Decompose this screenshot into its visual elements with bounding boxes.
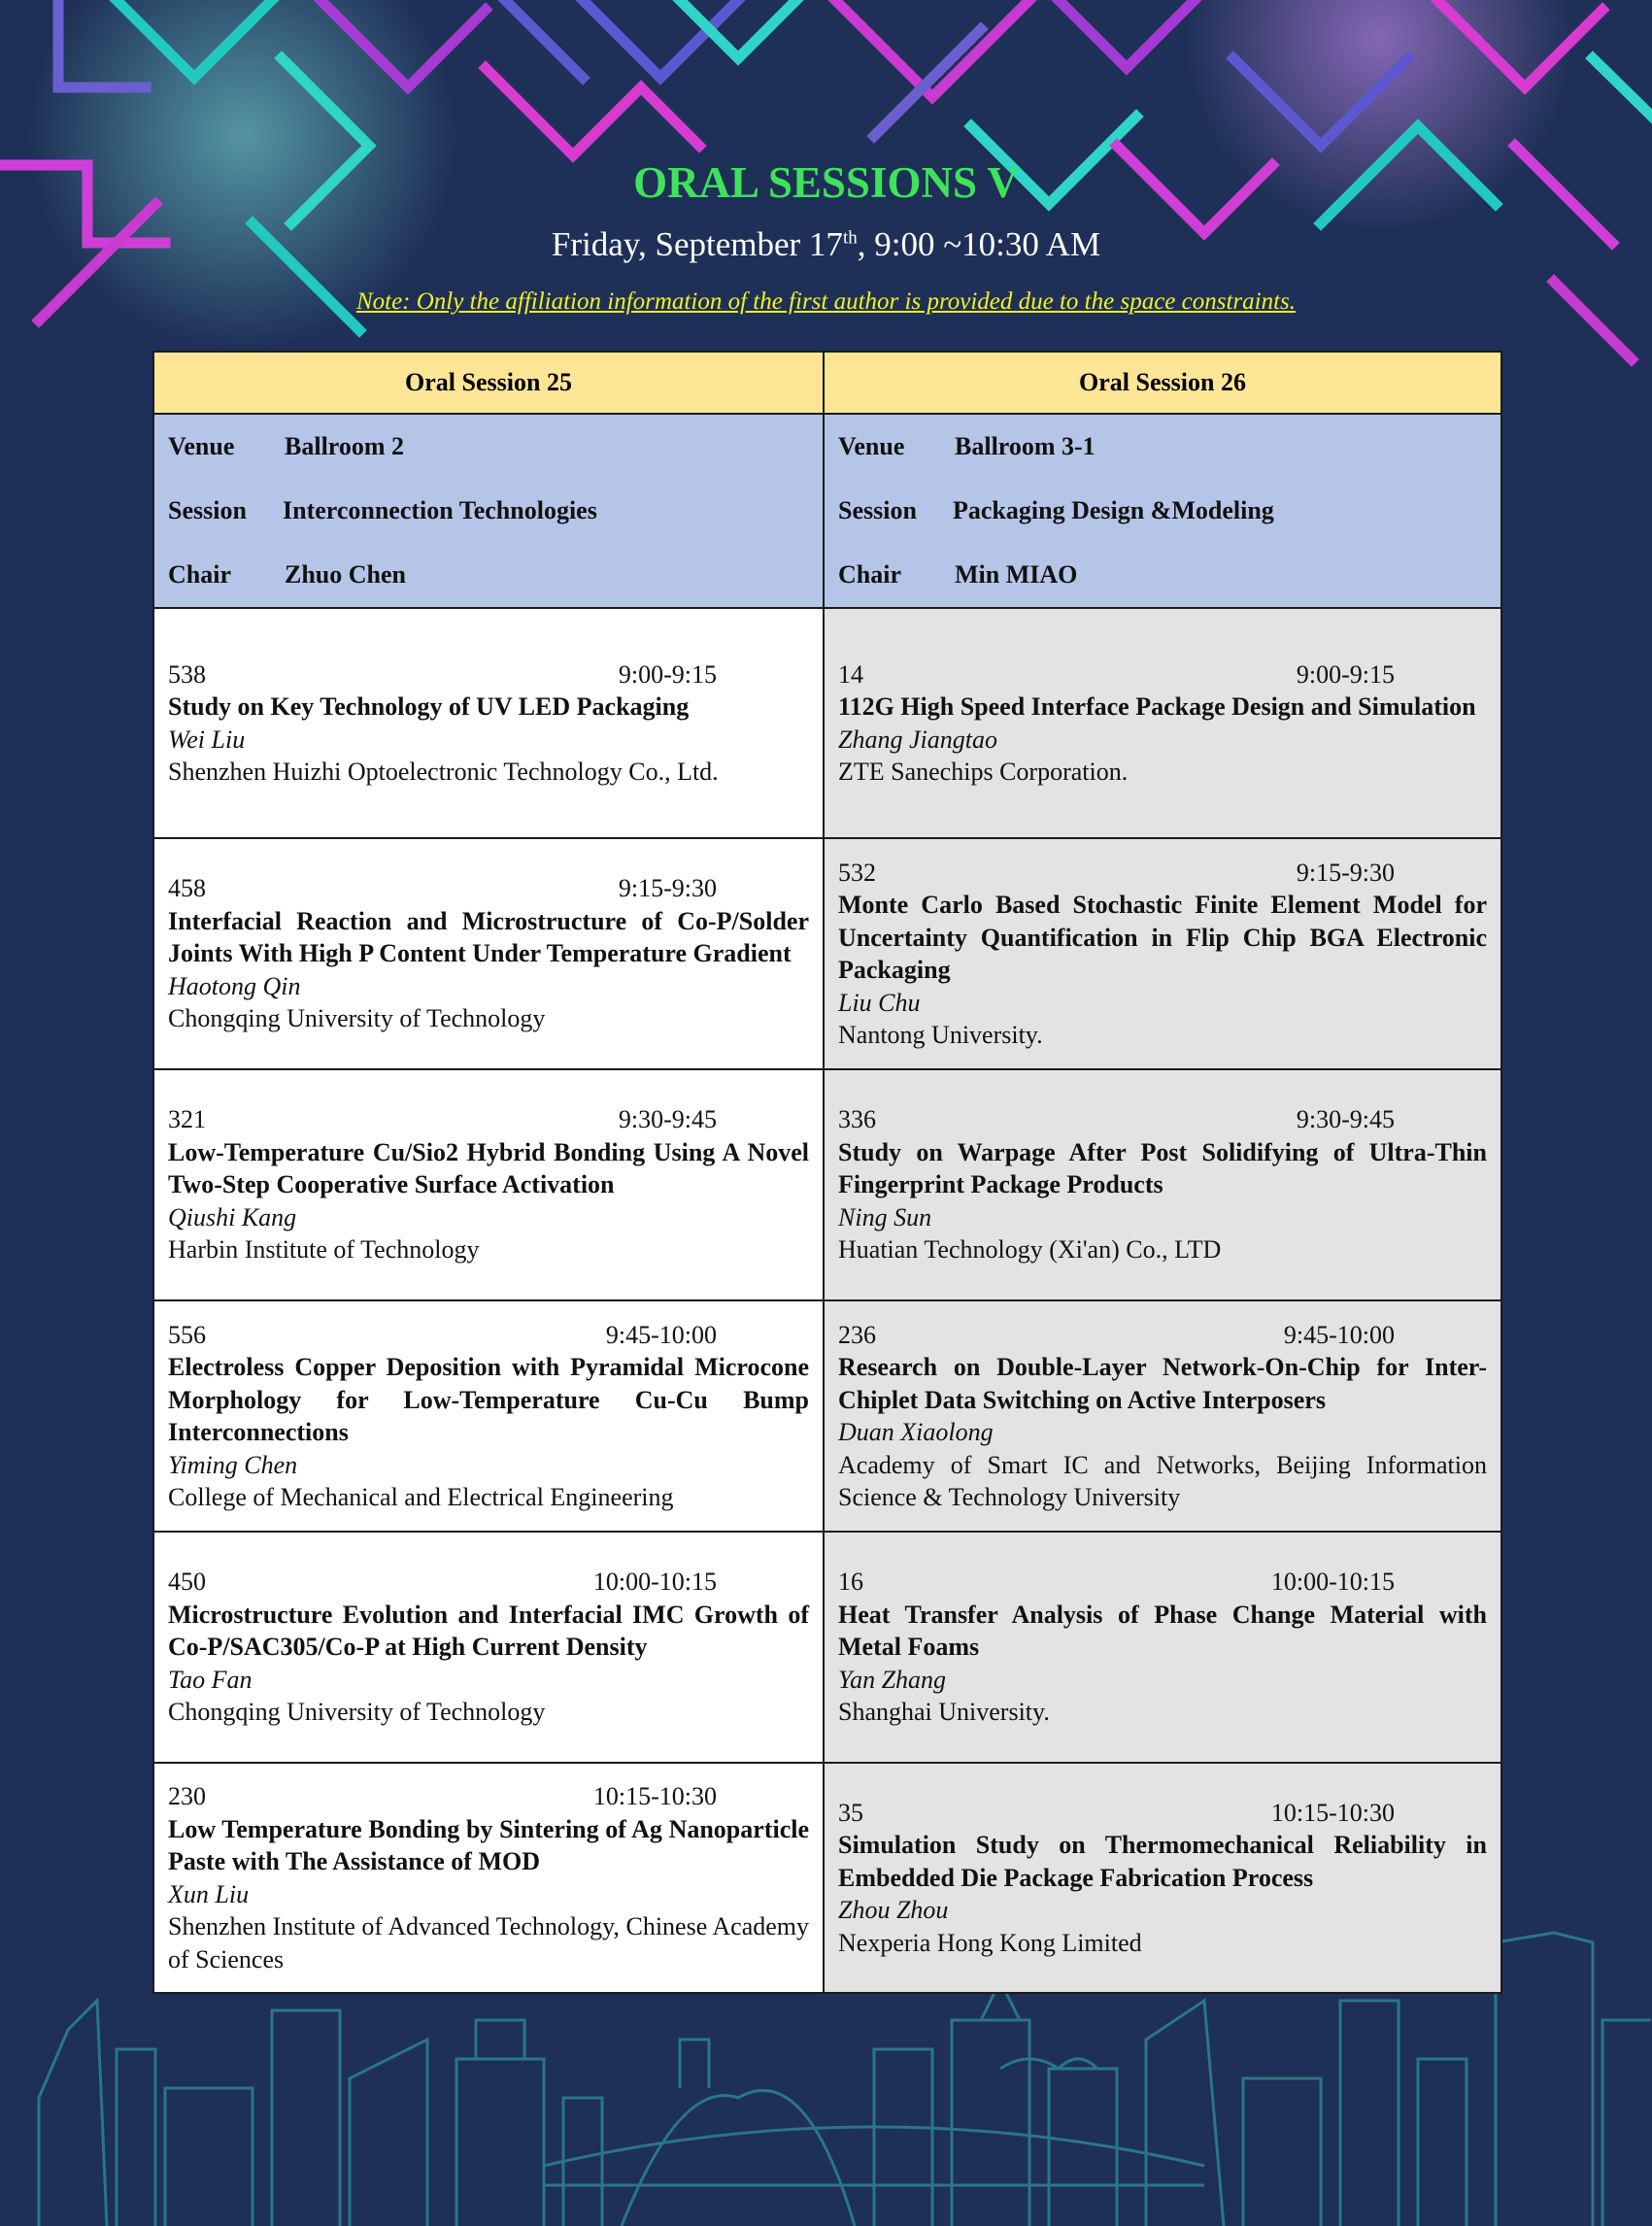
- paper-id: 532: [838, 858, 876, 887]
- session-date: [0, 225, 1652, 264]
- paper-meta: [838, 857, 1487, 890]
- paper-meta: [168, 872, 809, 905]
- paper-title: Research on Double-Layer Network-On-Chip for Inter-Chiplet Data Switching on Active Interposers: [838, 1353, 1487, 1414]
- session-topic: Interconnection Technologies: [283, 496, 597, 524]
- paper-id: 336: [838, 1105, 876, 1134]
- chair-value: Zhuo Chen: [285, 560, 406, 589]
- paper-affiliation: Chongqing University of Technology: [168, 1004, 546, 1033]
- paper-time: 10:00-10:15: [592, 1568, 717, 1597]
- paper-meta: [838, 1797, 1487, 1830]
- paper-title: Study on Warpage After Post Solidifying of Ultra-Thin Fingerprint Package Products: [838, 1137, 1487, 1199]
- paper-id: 230: [168, 1782, 206, 1810]
- paper-id: 450: [168, 1568, 206, 1597]
- paper-id: 556: [168, 1320, 206, 1349]
- paper-author: Wei Liu: [168, 725, 246, 754]
- paper-author: Haotong Qin: [168, 971, 301, 1000]
- venue-label: Venue: [838, 432, 905, 460]
- date-prefix: Friday, September 17: [551, 225, 843, 263]
- venue-value: Ballroom 3-1: [955, 432, 1096, 460]
- paper-meta: [838, 658, 1487, 691]
- paper-time: 10:00-10:15: [1270, 1568, 1395, 1597]
- paper-id: 16: [838, 1568, 863, 1597]
- paper-title: Low Temperature Bonding by Sintering of Ag Nanoparticle Paste with The Assistance of MOD: [168, 1814, 809, 1875]
- paper-meta: [168, 1566, 809, 1599]
- paper-meta: [838, 1319, 1487, 1352]
- table-row: [153, 1069, 1501, 1300]
- paper-meta: [168, 658, 809, 691]
- chair-label: Chair: [168, 560, 231, 589]
- table-row: [153, 1532, 1501, 1763]
- table-row: [153, 1300, 1501, 1532]
- paper-affiliation: Huatian Technology (Xi'an) Co., LTD: [838, 1235, 1222, 1265]
- paper-time: 9:45-10:00: [1283, 1320, 1395, 1349]
- paper-meta: [838, 1566, 1487, 1599]
- paper-cell: [824, 1300, 1501, 1532]
- paper-id: 321: [168, 1105, 206, 1134]
- paper-cell: [153, 1069, 824, 1300]
- venue-label: Venue: [168, 432, 235, 460]
- session-26-info: [824, 414, 1501, 608]
- paper-cell: [153, 608, 824, 838]
- paper-affiliation: Chongqing University of Technology: [168, 1698, 546, 1727]
- paper-id: 236: [838, 1320, 876, 1349]
- paper-cell: [824, 838, 1501, 1069]
- paper-title: Interfacial Reaction and Microstructure of Co-P/Solder Joints With High P Content Under Temperature Gradient: [168, 906, 809, 968]
- paper-time: 9:30-9:45: [1296, 1105, 1395, 1134]
- paper-time: 9:00-9:15: [618, 659, 717, 689]
- paper-cell: [824, 1763, 1501, 1993]
- paper-title: Heat Transfer Analysis of Phase Change Material with Metal Foams: [838, 1600, 1487, 1662]
- paper-author: Yiming Chen: [168, 1450, 298, 1479]
- paper-cell: [153, 838, 824, 1069]
- paper-cell: [153, 1763, 824, 1993]
- paper-id: 14: [838, 659, 863, 689]
- session-topic: Packaging Design &Modeling: [953, 496, 1274, 524]
- session-label: Session: [168, 496, 247, 524]
- paper-author: Zhou Zhou: [838, 1896, 949, 1925]
- paper-time: 9:00-9:15: [1296, 659, 1395, 689]
- paper-cell: [824, 1532, 1501, 1763]
- session-label: Session: [838, 496, 917, 524]
- paper-title: 112G High Speed Interface Package Design and Simulation: [838, 692, 1476, 721]
- paper-affiliation: Nantong University.: [838, 1021, 1043, 1049]
- chair-value: Min MIAO: [955, 560, 1078, 589]
- paper-title: Simulation Study on Thermomechanical Reliability in Embedded Die Package Fabrication Process: [838, 1831, 1487, 1892]
- paper-affiliation: Shanghai University.: [838, 1698, 1050, 1727]
- session-25-header: Oral Session 25: [153, 352, 824, 414]
- chair-label: Chair: [838, 560, 901, 589]
- date-sup: th: [842, 227, 858, 249]
- paper-title: Low-Temperature Cu/Sio2 Hybrid Bonding Using A Novel Two-Step Cooperative Surface Activation: [168, 1137, 809, 1199]
- paper-affiliation: Nexperia Hong Kong Limited: [838, 1928, 1142, 1957]
- paper-title: Monte Carlo Based Stochastic Finite Element Model for Uncertainty Quantification in Flip Chip BGA Electronic Packaging: [838, 891, 1487, 984]
- paper-affiliation: Harbin Institute of Technology: [168, 1235, 480, 1265]
- session-info-row: [153, 414, 1501, 608]
- paper-cell: [153, 1532, 824, 1763]
- paper-time: 9:15-9:30: [618, 874, 717, 903]
- paper-author: Liu Chu: [838, 988, 921, 1017]
- paper-time: 9:15-9:30: [1296, 858, 1395, 887]
- venue-value: Ballroom 2: [285, 432, 405, 460]
- table-row: [153, 608, 1501, 838]
- paper-id: 35: [838, 1798, 863, 1827]
- paper-time: 10:15-10:30: [1270, 1798, 1395, 1827]
- paper-time: 9:45-10:00: [605, 1320, 717, 1349]
- paper-author: Duan Xiaolong: [838, 1418, 994, 1446]
- paper-title: Study on Key Technology of UV LED Packaging: [168, 692, 690, 721]
- paper-title: Microstructure Evolution and Interfacial IMC Growth of Co-P/SAC305/Co-P at High Current Density: [168, 1600, 809, 1662]
- paper-time: 10:15-10:30: [592, 1782, 717, 1810]
- paper-cell: [153, 1300, 824, 1532]
- paper-id: 458: [168, 874, 206, 903]
- paper-affiliation: College of Mechanical and Electrical Engineering: [168, 1483, 674, 1511]
- page-title: ORAL SESSIONS V: [633, 158, 1019, 207]
- paper-author: Tao Fan: [168, 1665, 253, 1694]
- paper-meta: [168, 1780, 809, 1813]
- paper-meta: [168, 1319, 809, 1352]
- table-row: [153, 838, 1501, 1069]
- session-25-info: [153, 414, 824, 608]
- paper-cell: [824, 1069, 1501, 1300]
- session-header-row: [153, 352, 1501, 414]
- paper-author: Ning Sun: [838, 1202, 932, 1231]
- paper-rows: [153, 608, 1501, 1993]
- paper-meta: [838, 1103, 1487, 1136]
- paper-author: Qiushi Kang: [168, 1202, 297, 1231]
- paper-affiliation: Shenzhen Institute of Advanced Technology, Chinese Academy of Sciences: [168, 1912, 809, 1973]
- paper-time: 9:30-9:45: [618, 1105, 717, 1134]
- paper-title: Electroless Copper Deposition with Pyramidal Microcone Morphology for Low-Temperature Cu-Cu Bump Interconnections: [168, 1353, 809, 1446]
- paper-cell: [824, 608, 1501, 838]
- table-row: [153, 1763, 1501, 1993]
- paper-author: Xun Liu: [168, 1879, 250, 1908]
- paper-author: Yan Zhang: [838, 1665, 947, 1694]
- paper-affiliation: ZTE Sanechips Corporation.: [838, 758, 1129, 786]
- paper-meta: [168, 1103, 809, 1136]
- date-suffix: , 9:00 ~10:30 AM: [857, 225, 1101, 263]
- session-26-header: Oral Session 26: [824, 352, 1501, 414]
- paper-author: Zhang Jiangtao: [838, 725, 997, 754]
- paper-id: 538: [168, 659, 206, 689]
- paper-affiliation: Shenzhen Huizhi Optoelectronic Technology Co., Ltd.: [168, 758, 719, 786]
- space-note: Note: Only the affiliation information of the first author is provided due to the space constraints.: [355, 288, 1297, 315]
- schedule-table: [152, 351, 1502, 1994]
- paper-affiliation: Academy of Smart IC and Networks, Beijing Information Science & Technology University: [838, 1450, 1487, 1511]
